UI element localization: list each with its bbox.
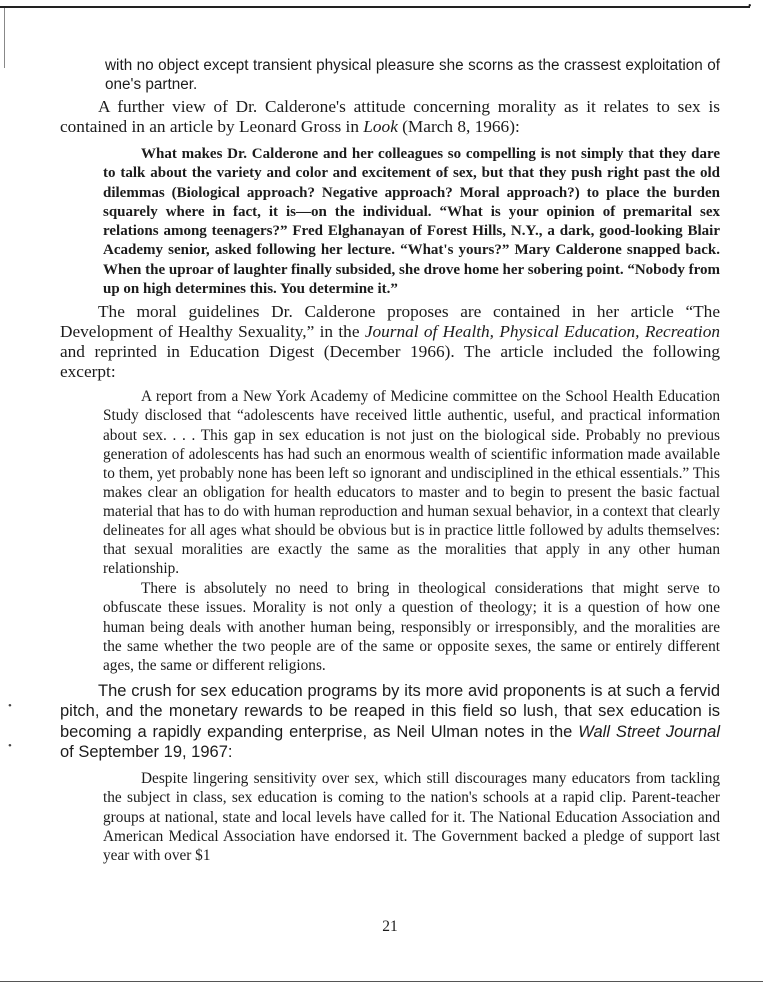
margin-mark: • bbox=[8, 740, 12, 752]
left-margin-tick bbox=[4, 8, 5, 68]
quote-academy-part-2: There is absolutely no need to bring in theological considerations that might serve to obfuscate these issues. Morality is not only a question of theology; it is a question of how one human being deals with another human being, responsibly or irresponsibly, and the moralities are the same whether the two people are of the same or opposite sexes, the same or entirely different ages, the same or different religions. bbox=[103, 580, 720, 674]
paragraph-gross-date: (March 8, 1966): bbox=[397, 117, 520, 136]
quote-academy-part-1: A report from a New York Academy of Medicine committee on the School Health Education Study disclosed that “adolescents have received little authentic, useful, and practical information about sex. . . . This gap in sex education is not just on the biological side. Probably no previous generation of adolescents has had such an enormous wealth of scientific information made available to them, yet probably none has been left so ignorant and undisciplined in the ethical essentials.” This makes clear an obligation for health educators to master and to begin to present the basic factual material that has to do with human reproduction and human sexual behavior, in a context that clearly delineates for all ages what should be obvious but is in practice little followed by adults themselves: that sexual moralities are exactly the same as the moralities that apply in any other human relationship. bbox=[103, 388, 720, 578]
paragraph-gross-text: A further view of Dr. Calderone's attitude concerning morality as it relates to sex is contained in an article by Leonard Gross in bbox=[60, 97, 720, 136]
top-rule-end-mark: • bbox=[748, 1, 752, 12]
paragraph-crush bbox=[60, 681, 720, 763]
newspaper-title: Wall Street Journal bbox=[578, 722, 720, 741]
paragraph-guidelines-text: The moral guidelines Dr. Calderone proposes are contained in her article “The Development of Healthy Sexuality,” in the bbox=[60, 302, 720, 342]
paragraph-moral-guidelines bbox=[60, 302, 720, 382]
top-rule bbox=[0, 6, 750, 8]
page-body bbox=[60, 56, 720, 866]
paragraph-gross-article bbox=[60, 97, 720, 137]
margin-mark: • bbox=[8, 700, 12, 712]
paragraph-crush-text: The crush for sex education programs by its more avid proponents is at such a fervid pitch, and the monetary rewards to be reaped in this field so lush, that sex education is becoming a rapidly expanding enterprise, as Neil Ulman notes in the bbox=[60, 681, 720, 741]
journal-title: Journal of Health, Physical Education, Recreation bbox=[364, 322, 720, 342]
quote-wall-street-journal: Despite lingering sensitivity over sex, which still discourages many educators from tackling the subject in class, sex education is coming to the nation's schools at a rapid clip. Parent-teacher groups at national, state and local levels have called for it. The National Education Association and American Medical Association have endorsed it. The Government backed a pledge of support last year with over $1 bbox=[103, 769, 720, 865]
page-number: 21 bbox=[382, 918, 398, 935]
paragraph-guidelines-end: and reprinted in Education Digest (December 1966). The article included the following excerpt: bbox=[60, 342, 720, 382]
continuation-text: with no object except transient physical pleasure she scorns as the crassest exploitation of one's partner. bbox=[105, 57, 720, 93]
quote-look-magazine: What makes Dr. Calderone and her colleagues so compelling is not simply that they dare to talk about the variety and color and excitement of sex, but that they push right past the old dilemmas (Biological approach? Negative approach? Moral approach?) to place the burden squarely where in fact, it is—on the individual. “What is your opinion of premarital sex relations among teenagers?” Fred Elghanayan of Forest Hills, N.Y., a dark, good-looking Blair Academy senior, asked following her lecture. “What's yours?” Mary Calderone snapped back. When the uproar of laughter finally subsided, she drove home her sobering point. “Nobody from up on high determines this. You determine it.” bbox=[103, 146, 720, 298]
paragraph-crush-date: of September 19, 1967: bbox=[60, 743, 233, 762]
bottom-rule bbox=[0, 981, 763, 982]
magazine-title: Look bbox=[363, 117, 398, 136]
